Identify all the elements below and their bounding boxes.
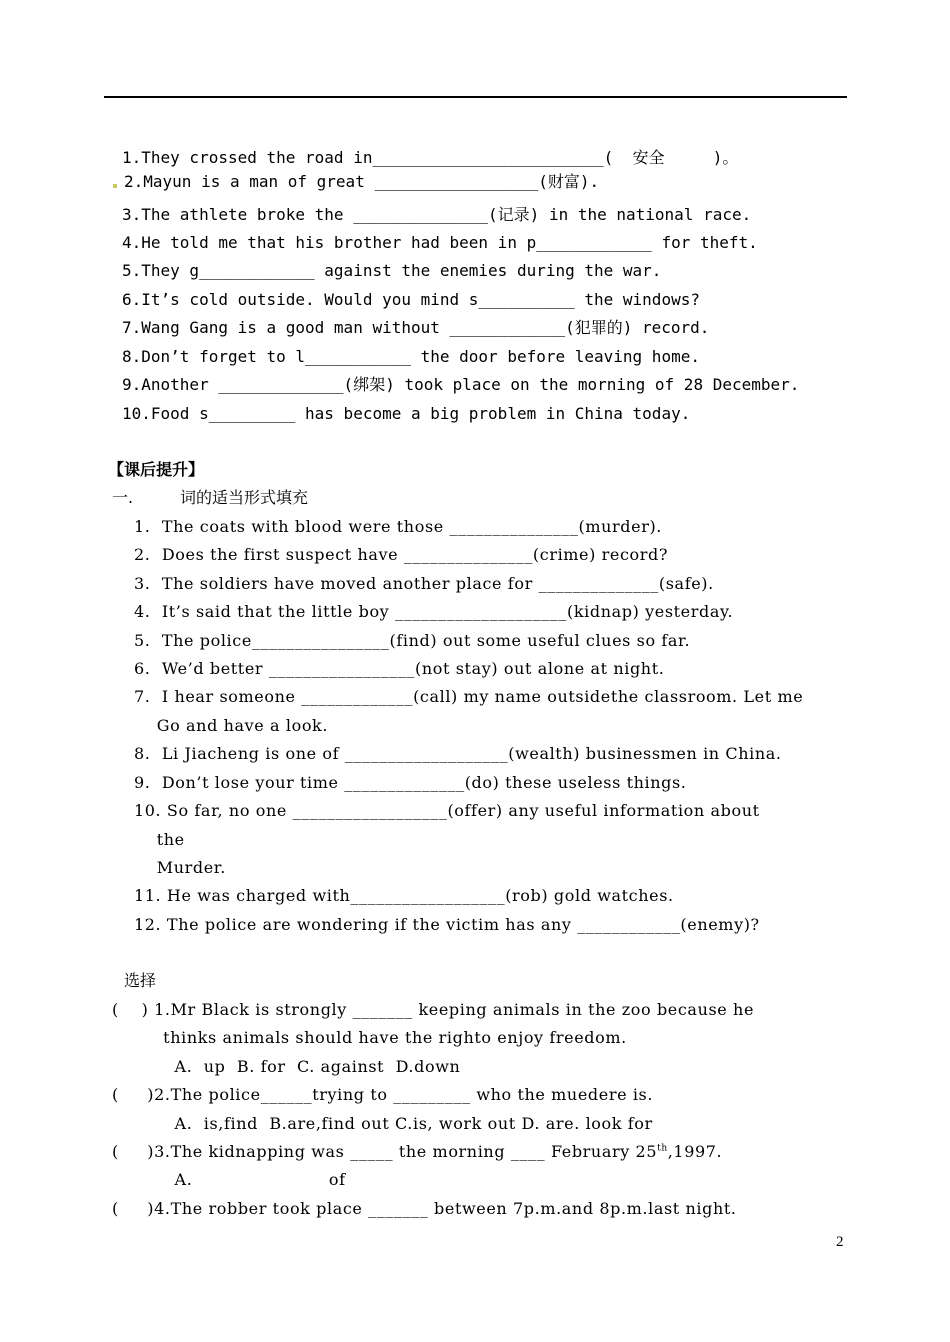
choice-line: A. up B. for C. against D.down — [112, 1057, 461, 1076]
choice-q3-tail: ,1997. — [667, 1142, 723, 1161]
section-heading: 【课后提升】 — [108, 460, 205, 479]
page-number: 2 — [836, 1234, 844, 1250]
part2-item: 9. Don’t lose your time ______________(do) these useless things. — [134, 773, 687, 792]
part2-item: 4. It’s said that the little boy ____________________(kidnap) yesterday. — [134, 602, 734, 621]
part1-item: 6.It’s cold outside. Would you mind s__________ the windows? — [122, 290, 700, 309]
part2-item: 8. Li Jiacheng is one of ___________________(wealth) businessmen in China. — [134, 744, 782, 763]
marker-dot — [113, 184, 117, 188]
part2-item: 7. I hear someone _____________(call) my name outsidethe classroom. Let me — [134, 687, 804, 706]
part2-item: 3. The soldiers have moved another place for ______________(safe). — [134, 574, 714, 593]
part1-item: 5.They g____________ against the enemies during the war. — [122, 261, 662, 280]
part2-item: Go and have a look. — [134, 716, 329, 735]
part2-item: 6. We’d better _________________(not stay) out alone at night. — [134, 659, 665, 678]
choice-line — [112, 1142, 722, 1162]
part1-item: 8.Don’t forget to l___________ the door before leaving home. — [122, 347, 700, 366]
choice-line: A. of — [112, 1170, 346, 1189]
choice-line: thinks animals should have the righto enjoy freedom. — [112, 1028, 627, 1047]
part1-item: 10.Food s_________ has become a big problem in China today. — [122, 404, 691, 423]
part2-item: 1. The coats with blood were those _______________(murder). — [134, 517, 662, 536]
choice-q3-text: ( )3.The kidnapping was _____ the morning ____ February 25 — [112, 1142, 658, 1161]
part2-item: 5. The police________________(find) out some useful clues so far. — [134, 631, 691, 650]
part1-item: 3.The athlete broke the ______________(记录) in the national race. — [122, 205, 752, 224]
choice-line: ( )2.The police______trying to _________ who the muedere is. — [112, 1085, 654, 1104]
part1-item: 9.Another _____________(绑架) took place on the morning of 28 December. — [122, 375, 800, 394]
part1-item: 7.Wang Gang is a good man without ____________(犯罪的) record. — [122, 318, 710, 337]
choice-line: A. is,find B.are,find out C.is, work out D. are. look for — [112, 1114, 653, 1133]
choice-line: ( )4.The robber took place _______ between 7p.m.and 8p.m.last night. — [112, 1199, 737, 1218]
part2-item: 10. So far, no one __________________(offer) any useful information about — [134, 801, 760, 820]
subsection-title: 词的适当形式填充 — [180, 488, 309, 507]
subsection-number: 一. — [112, 488, 134, 507]
part1-item: 2.Mayun is a man of great _________________(财富). — [124, 172, 600, 191]
choice-line: ( ) 1.Mr Black is strongly _______ keeping animals in the zoo because he — [112, 1000, 755, 1019]
header-rule — [104, 96, 847, 98]
part2-item: 2. Does the first suspect have _______________(crime) record? — [134, 545, 669, 564]
choice-heading: 选择 — [124, 971, 157, 990]
part2-item: 12. The police are wondering if the victim has any ____________(enemy)? — [134, 915, 760, 934]
part2-item: Murder. — [134, 858, 226, 877]
part2-item: the — [134, 830, 185, 849]
choice-q3-sup: th — [657, 1143, 668, 1154]
part1-item: 4.He told me that his brother had been in p____________ for theft. — [122, 233, 758, 252]
part1-item: 1.They crossed the road in________________________( 安全 )。 — [122, 148, 739, 167]
part2-item: 11. He was charged with__________________(rob) gold watches. — [134, 886, 674, 905]
